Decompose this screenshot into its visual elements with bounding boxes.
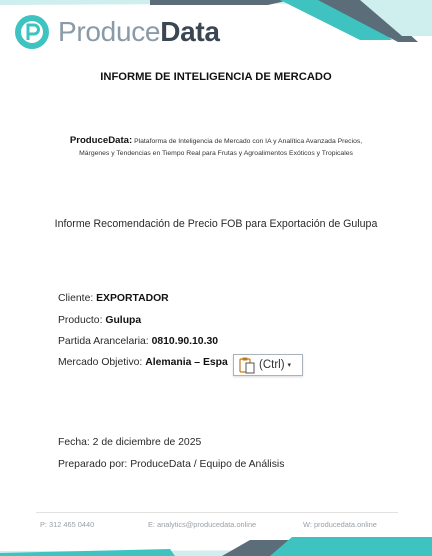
- cliente-field: [58, 293, 169, 304]
- paste-options-label: (Ctrl): [259, 359, 285, 371]
- platform-description-text: Plataforma de Inteligencia de Mercado con IA y Analítica Avanzada Precios, Márgenes y Tendencias en Tiempo Real para Frutas y Agroalimentos Exóticos y Tropicales: [79, 138, 363, 157]
- producto-label: Producto:: [58, 315, 103, 326]
- cliente-label: Cliente:: [58, 293, 94, 304]
- partida-value: 0810.90.10.30: [151, 336, 219, 347]
- mercado-label: Mercado Objetivo:: [58, 357, 143, 368]
- logo-wordmark-light: Produce: [58, 16, 161, 47]
- platform-brand-label: ProduceData:: [69, 135, 133, 146]
- producto-value: Gulupa: [105, 315, 142, 326]
- cliente-value: EXPORTADOR: [96, 293, 169, 304]
- footer-phone: P: 312 465 0440: [40, 520, 95, 529]
- clipboard-icon: [238, 356, 256, 374]
- mercado-value: Alemania – Espa: [145, 357, 228, 368]
- report-subtitle: Informe Recomendación de Precio FOB para Exportación de Gulupa: [54, 218, 378, 230]
- chevron-down-icon: ▾: [287, 362, 292, 369]
- preparado-line: Preparado por: ProduceData / Equipo de Análisis: [58, 459, 285, 470]
- fecha-line: Fecha: 2 de diciembre de 2025: [58, 437, 202, 448]
- partida-field: [58, 336, 218, 347]
- paste-options-button[interactable]: [233, 354, 303, 376]
- partida-label: Partida Arancelaria:: [58, 336, 149, 347]
- footer-divider: [36, 512, 398, 513]
- producedata-logo: [14, 14, 220, 50]
- platform-description: [64, 135, 368, 160]
- logo-wordmark: [58, 14, 220, 50]
- producto-field: [58, 315, 141, 326]
- report-title: INFORME DE INTELIGENCIA DE MERCADO: [100, 71, 332, 83]
- mercado-field: [58, 357, 228, 368]
- logo-wordmark-bold: Data: [160, 16, 220, 47]
- logo-mark-icon: [14, 14, 50, 50]
- footer-web: W: producedata.online: [303, 520, 377, 529]
- footer-email: E: analytics@producedata.online: [148, 520, 257, 529]
